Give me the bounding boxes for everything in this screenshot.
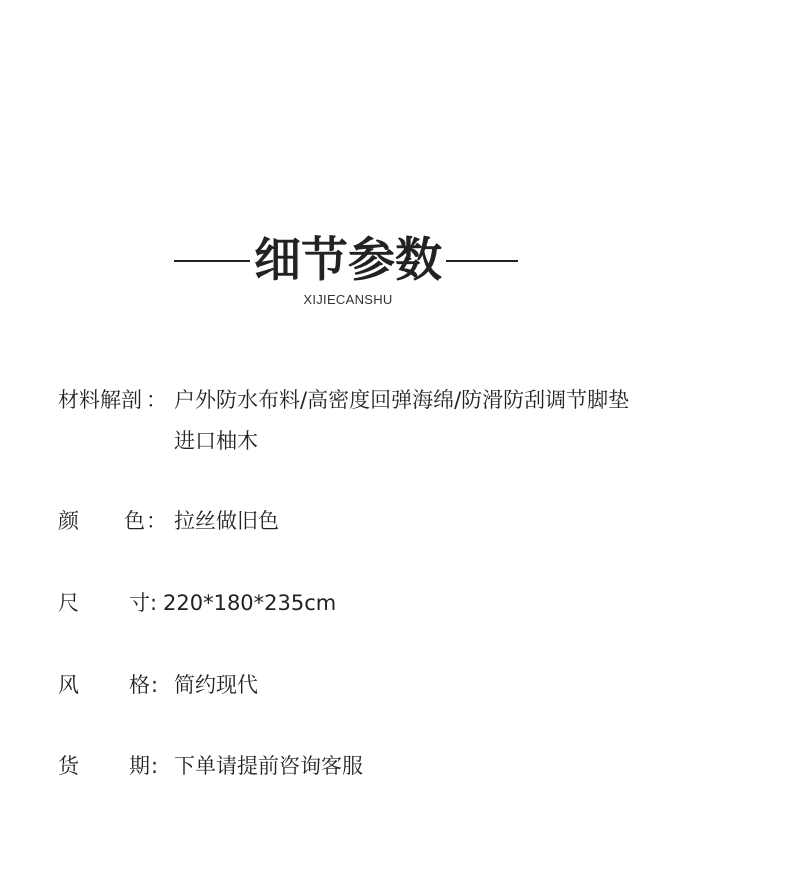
spec-label-delivery-2: 期 xyxy=(129,754,150,778)
spec-label-color-2: 色 xyxy=(124,509,145,533)
spec-value-color: 拉丝做旧色 xyxy=(174,509,279,533)
spec-label-delivery: 货 xyxy=(58,754,79,778)
spec-label-style-2: 格 xyxy=(129,673,150,697)
spec-value-material-2: 进口柚木 xyxy=(174,429,258,453)
spec-row-material xyxy=(58,385,738,453)
section-header xyxy=(174,232,518,312)
spec-value-delivery: 下单请提前咨询客服 xyxy=(174,754,363,778)
spec-value-style: 简约现代 xyxy=(174,673,258,697)
spec-label-size: 尺 xyxy=(58,591,79,615)
title-divider-left xyxy=(174,260,250,262)
spec-row-size xyxy=(58,588,358,618)
section-subtitle: XIJIECANSHU xyxy=(303,292,393,307)
spec-label-material: 材料解剖 xyxy=(58,388,142,412)
spec-label-style: 风 xyxy=(58,673,79,697)
spec-row-delivery xyxy=(58,751,458,781)
section-title: 细节参数 xyxy=(254,233,442,288)
spec-colon: : xyxy=(150,591,158,615)
spec-row-color xyxy=(58,506,358,536)
spec-colon: ： xyxy=(146,388,167,412)
spec-colon: ： xyxy=(146,509,167,533)
title-divider-right xyxy=(446,260,518,262)
spec-colon: : xyxy=(151,673,159,697)
spec-row-style xyxy=(58,670,358,700)
spec-value-size: 220*180*235cm xyxy=(163,591,337,615)
spec-value-material: 户外防水布料/高密度回弹海绵/防滑防刮调节脚垫 xyxy=(174,388,630,412)
spec-label-size-2: 寸 xyxy=(129,591,150,615)
spec-label-color: 颜 xyxy=(58,509,79,533)
spec-colon: : xyxy=(151,754,159,778)
